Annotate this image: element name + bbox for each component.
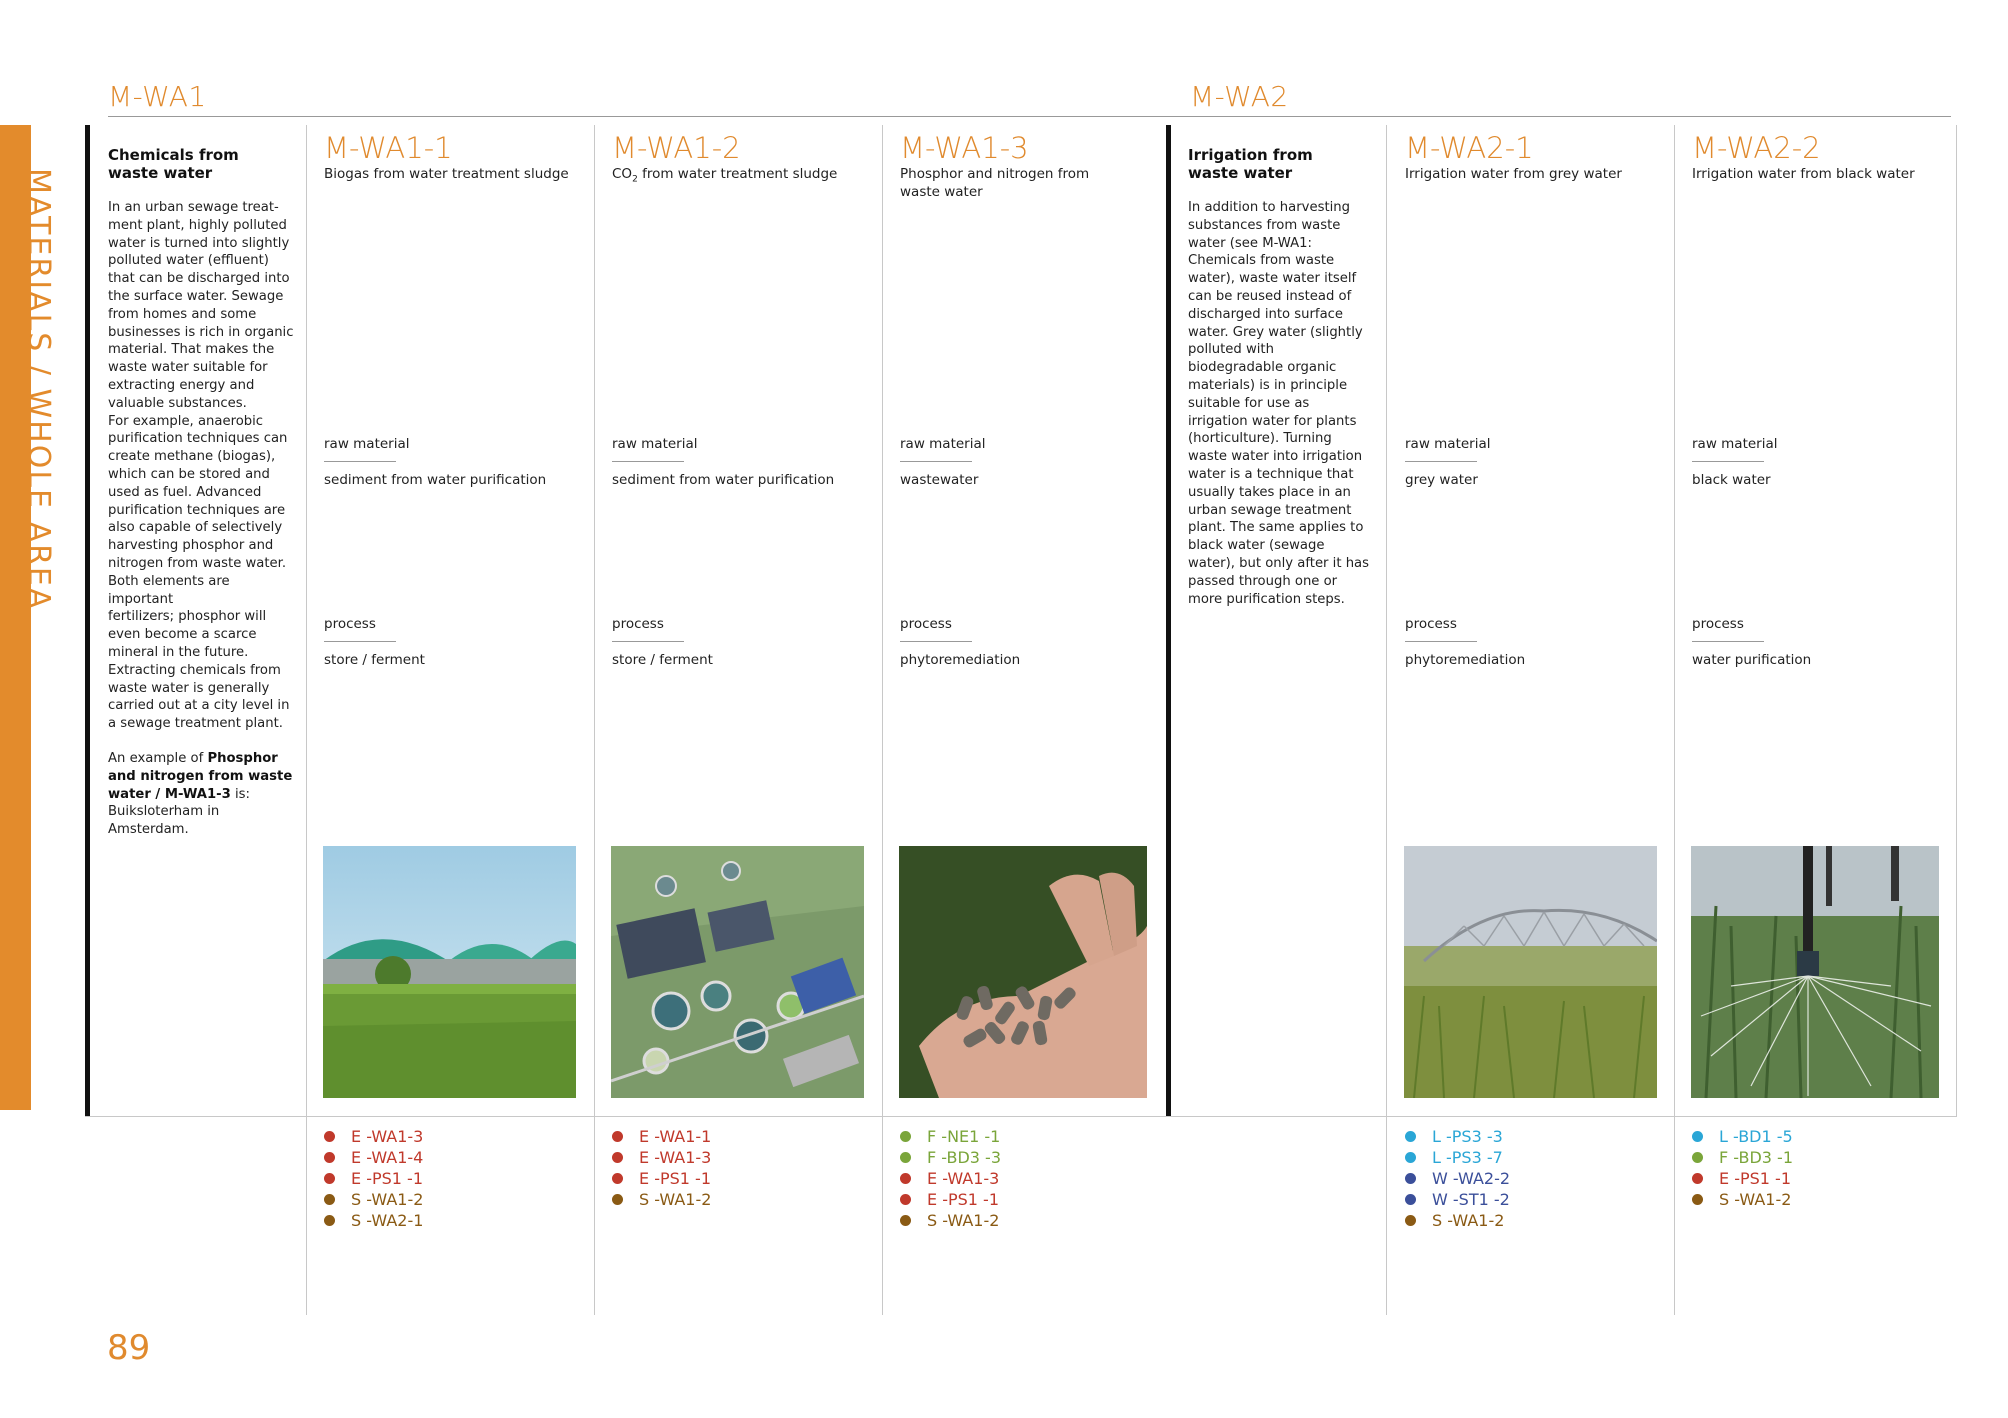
reference-dot-icon — [1692, 1194, 1703, 1205]
reference-code: E -WA1-1 — [639, 1127, 712, 1146]
sprinkler-crops-photo — [1691, 846, 1939, 1098]
raw-material-label: raw material — [900, 436, 986, 452]
reference-code: E -WA1-3 — [639, 1148, 712, 1167]
reference-item[interactable] — [1692, 1189, 1793, 1210]
example-bold: Phosphor and nitrogen from waste water / M-WA1-3 — [108, 750, 293, 802]
reference-list — [612, 1126, 711, 1210]
column-divider — [306, 125, 307, 1315]
process-label: process — [612, 616, 664, 632]
reference-item[interactable] — [1405, 1126, 1510, 1147]
reference-code: L -PS3 -7 — [1432, 1148, 1503, 1167]
raw-material-value: black water — [1692, 472, 1771, 488]
reference-dot-icon — [324, 1131, 335, 1142]
reference-dot-icon — [1405, 1131, 1416, 1142]
column-code: M-WA1-3 — [900, 131, 1029, 165]
reference-dot-icon — [612, 1131, 623, 1142]
column-divider — [882, 125, 883, 1315]
reference-code: F -BD3 -1 — [1719, 1148, 1794, 1167]
reference-dot-icon — [900, 1194, 911, 1205]
side-label: MATERIALS / WHOLE AREA — [21, 168, 56, 611]
example-suffix: is: Buiksloterham in Amsterdam. — [108, 786, 250, 838]
biogas-domes-photo — [323, 846, 576, 1098]
reference-code: W -ST1 -2 — [1432, 1190, 1510, 1209]
column-code: M-WA1-1 — [324, 131, 453, 165]
intro-title-line: waste water — [1188, 164, 1293, 182]
process-value: water purification — [1692, 652, 1812, 668]
reference-item[interactable] — [900, 1147, 1001, 1168]
reference-list — [900, 1126, 1001, 1231]
raw-material-value: sediment from water purification — [324, 472, 547, 488]
label-rule — [612, 461, 684, 462]
reference-dot-icon — [1405, 1173, 1416, 1184]
reference-item[interactable] — [324, 1126, 423, 1147]
process-value: store / ferment — [612, 652, 713, 668]
reference-dot-icon — [1692, 1131, 1703, 1142]
raw-material-label: raw material — [324, 436, 410, 452]
fertilizer-pellets-hand-photo — [899, 846, 1147, 1098]
column-divider — [1674, 125, 1675, 1315]
reference-code: E -WA1-4 — [351, 1148, 424, 1167]
page-number: 89 — [107, 1328, 151, 1368]
column-subtitle: Irrigation water from grey water — [1405, 166, 1622, 182]
treatment-plant-aerial-photo — [611, 846, 864, 1098]
reference-dot-icon — [1692, 1173, 1703, 1184]
reference-dot-icon — [900, 1215, 911, 1226]
reference-list — [1692, 1126, 1793, 1210]
reference-dot-icon — [900, 1152, 911, 1163]
intro-title — [1188, 146, 1378, 182]
reference-list — [324, 1126, 423, 1231]
process-value: phytoremediation — [900, 652, 1021, 668]
top-rule — [108, 116, 1951, 117]
subtitle-part: from water treatment sludge — [637, 166, 838, 182]
raw-material-label: raw material — [1405, 436, 1491, 452]
pivot-irrigation-field-photo — [1404, 846, 1657, 1098]
process-value: store / ferment — [324, 652, 425, 668]
reference-item[interactable] — [1405, 1210, 1510, 1231]
reference-code: L -PS3 -3 — [1432, 1127, 1503, 1146]
intro-m-wa2 — [1188, 146, 1378, 608]
reference-code: S -WA1-2 — [1432, 1211, 1505, 1230]
label-rule — [1405, 461, 1477, 462]
reference-dot-icon — [612, 1173, 623, 1184]
reference-code: L -BD1 -5 — [1719, 1127, 1793, 1146]
reference-code: E -WA1-3 — [927, 1169, 1000, 1188]
raw-material-value: grey water — [1405, 472, 1478, 488]
reference-dot-icon — [1405, 1194, 1416, 1205]
reference-dot-icon — [324, 1215, 335, 1226]
reference-item[interactable] — [1405, 1189, 1510, 1210]
intro-title-line: waste water — [108, 164, 213, 182]
reference-dot-icon — [1405, 1152, 1416, 1163]
reference-item[interactable] — [612, 1189, 711, 1210]
column-code: M-WA2-2 — [1692, 131, 1821, 165]
reference-item[interactable] — [900, 1210, 1001, 1231]
reference-item[interactable] — [612, 1126, 711, 1147]
reference-dot-icon — [1692, 1152, 1703, 1163]
reference-item[interactable] — [900, 1189, 1001, 1210]
reference-item[interactable] — [1405, 1147, 1510, 1168]
example-prefix: An example of — [108, 750, 208, 766]
column-code: M-WA2-1 — [1405, 131, 1534, 165]
label-rule — [1692, 461, 1764, 462]
column-subtitle: Phosphor and nitrogen from waste water — [900, 166, 1090, 200]
group-title-m-wa2: M-WA2 — [1190, 80, 1289, 113]
subtitle-part: CO — [612, 166, 633, 182]
group-title-m-wa1: M-WA1 — [108, 80, 207, 113]
reference-code: E -PS1 -1 — [639, 1169, 711, 1188]
reference-code: S -WA1-2 — [639, 1190, 712, 1209]
reference-code: E -PS1 -1 — [927, 1190, 999, 1209]
intro-m-wa1 — [108, 146, 298, 839]
reference-code: E -PS1 -1 — [351, 1169, 423, 1188]
reference-code: F -NE1 -1 — [927, 1127, 1001, 1146]
intro-example — [108, 750, 298, 839]
bottom-rule — [85, 1116, 1957, 1117]
reference-code: S -WA2-1 — [351, 1211, 424, 1230]
column-subtitle — [612, 165, 882, 189]
raw-material-value: sediment from water purification — [612, 472, 835, 488]
reference-item[interactable] — [324, 1189, 423, 1210]
reference-item[interactable] — [900, 1126, 1001, 1147]
reference-item[interactable] — [900, 1168, 1001, 1189]
reference-list — [1405, 1126, 1510, 1231]
reference-code: S -WA1-2 — [927, 1211, 1000, 1230]
label-rule — [324, 641, 396, 642]
reference-code: S -WA1-2 — [1719, 1190, 1792, 1209]
raw-material-label: raw material — [1692, 436, 1778, 452]
reference-item[interactable] — [1692, 1168, 1793, 1189]
process-value: phytoremediation — [1405, 652, 1526, 668]
reference-code: E -PS1 -1 — [1719, 1169, 1791, 1188]
reference-code: E -WA1-3 — [351, 1127, 424, 1146]
process-label: process — [900, 616, 952, 632]
reference-dot-icon — [612, 1194, 623, 1205]
group-divider-m-wa2 — [1166, 125, 1171, 1117]
label-rule — [324, 461, 396, 462]
process-label: process — [1692, 616, 1744, 632]
subtitle-subscript: 2 — [632, 174, 638, 185]
reference-item[interactable] — [324, 1210, 423, 1231]
reference-item[interactable] — [1692, 1147, 1793, 1168]
column-divider — [1386, 125, 1387, 1315]
reference-code: F -BD3 -3 — [927, 1148, 1002, 1167]
label-rule — [900, 641, 972, 642]
reference-item[interactable] — [1692, 1126, 1793, 1147]
column-subtitle: Biogas from water treatment sludge — [324, 166, 569, 182]
reference-item[interactable] — [324, 1168, 423, 1189]
reference-dot-icon — [324, 1173, 335, 1184]
label-rule — [1405, 641, 1477, 642]
reference-code: W -WA2-2 — [1432, 1169, 1511, 1188]
intro-title — [108, 146, 298, 182]
label-rule — [1692, 641, 1764, 642]
intro-body: In addition to harvesting substances from waste water (see M-WA1: Chemicals from waste water), waste water itself can be reused instead of discharged into surface water. Grey water (slightly polluted with biodegradable organic materials) is in principle suitable for use as irrigation water for plants (horticulture). Turning waste water into irrigation water is a technique that usually takes place in an urban sewage treatment plant. The same applies to black water (sewage water), but only after it has passed through one or more purification steps. — [1188, 200, 1370, 607]
reference-dot-icon — [324, 1194, 335, 1205]
label-rule — [900, 461, 972, 462]
intro-title-line: Irrigation from — [1188, 146, 1313, 164]
reference-item[interactable] — [1405, 1168, 1510, 1189]
reference-item[interactable] — [324, 1147, 423, 1168]
reference-item[interactable] — [612, 1147, 711, 1168]
process-label: process — [324, 616, 376, 632]
reference-dot-icon — [324, 1152, 335, 1163]
column-code: M-WA1-2 — [612, 131, 741, 165]
column-divider — [1956, 125, 1957, 1117]
intro-body: In an urban sewage treat- ment plant, highly polluted water is turned into slightly polluted water (effluent) that can be discharged into the surface water. Sewage from homes and some businesses is rich in organic material. That makes the waste water suitable for extracting energy and valuable substances. For example, anaerobic purification techniques can create methane (biogas), which can be stored and used as fuel. Advanced purification techniques are also capable of selectively harvesting phosphor and nitrogen from waste water. Both elements are important fertilizers; phosphor will even become a scarce mineral in the future. Extracting chemicals from waste water is generally carried out at a city level in a sewage treatment plant. — [108, 200, 294, 732]
label-rule — [612, 641, 684, 642]
reference-item[interactable] — [612, 1168, 711, 1189]
raw-material-value: wastewater — [900, 472, 979, 488]
process-label: process — [1405, 616, 1457, 632]
reference-dot-icon — [900, 1131, 911, 1142]
group-divider-m-wa1 — [85, 125, 90, 1117]
reference-dot-icon — [612, 1152, 623, 1163]
reference-dot-icon — [1405, 1215, 1416, 1226]
column-divider — [594, 125, 595, 1315]
reference-code: S -WA1-2 — [351, 1190, 424, 1209]
raw-material-label: raw material — [612, 436, 698, 452]
intro-title-line: Chemicals from — [108, 146, 239, 164]
reference-dot-icon — [900, 1173, 911, 1184]
column-subtitle: Irrigation water from black water — [1692, 166, 1915, 182]
